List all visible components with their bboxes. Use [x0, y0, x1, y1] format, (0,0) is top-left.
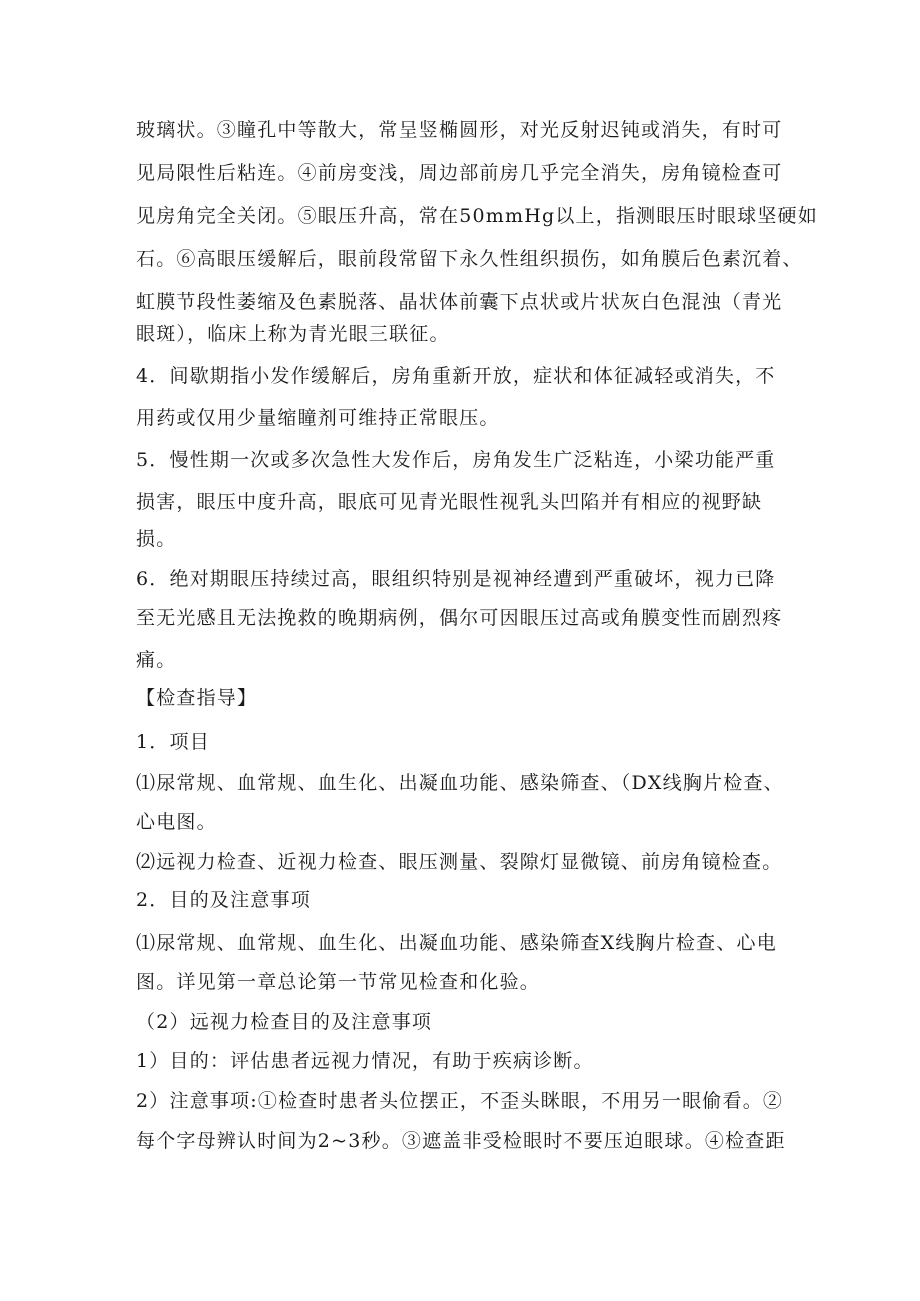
list-item-5: 5．慢性期一次或多次急性大发作后，房角发生广泛粘连，小梁功能严重 — [136, 449, 776, 471]
subsection-heading: 2．目的及注意事项 — [136, 889, 311, 911]
text-line: 损害，眼压中度升高，眼底可见青光眼性视乳头凹陷并有相应的视野缺 — [136, 491, 763, 513]
text-line: 石。⑥高眼压缓解后，眼前段常留下永久性组织损伤，如角膜后色素沉着、 — [136, 248, 803, 270]
text-line: 每个字母辨认时间为2~3秒。③遮盖非受检眼时不要压迫眼球。④检查距 — [136, 1130, 786, 1152]
text-line: ⑵远视力检查、近视力检查、眼压测量、裂隙灯显微镜、前房角镜检查。 — [136, 851, 783, 873]
text-line: 玻璃状。③瞳孔中等散大，常呈竖椭圆形，对光反射迟钝或消失，有时可 — [136, 119, 783, 141]
text-line: 眼斑），临床上称为青光眼三联征。 — [136, 323, 450, 345]
text-line: ⑴尿常规、血常规、血生化、出凝血功能、感染筛查、（DX线胸片检查、 — [136, 772, 784, 794]
text-line: 虹膜节段性萎缩及色素脱落、晶状体前囊下点状或片状灰白色混浊（青光 — [136, 291, 783, 313]
text-line: ⑴尿常规、血常规、血生化、出凝血功能、感染筛查X线胸片检查、心电 — [136, 932, 777, 954]
list-item-6: 6．绝对期眼压持续过高，眼组织特别是视神经遭到严重破坏，视力已降 — [136, 568, 776, 590]
text-line: 见局限性后粘连。④前房变浅，周边部前房几乎完全消失，房角镜检查可 — [136, 162, 783, 184]
text-line: 损。 — [136, 528, 177, 550]
text-line: 痛。 — [136, 649, 177, 671]
text-line: 见房角完全关闭。⑤眼压升高，常在50mmHg以上，指测眼压时眼球坚硬如 — [136, 205, 818, 227]
text-line: （2）远视力检查目的及注意事项 — [136, 1011, 433, 1033]
text-line: 心电图。 — [136, 811, 217, 833]
text-line: 2）注意事项:①检查时患者头位摆正，不歪头眯眼，不用另一眼偷看。② — [136, 1090, 784, 1112]
text-line: 用药或仅用少量缩瞳剂可维持正常眼压。 — [136, 407, 500, 429]
text-line: 1）目的：评估患者远视力情况，有助于疾病诊断。 — [136, 1050, 594, 1072]
list-item-4: 4．间歇期指小发作缓解后，房角重新开放，症状和体征减轻或消失，不 — [136, 365, 776, 387]
subsection-heading: 1．项目 — [136, 731, 210, 753]
text-line: 至无光感且无法挽救的晚期病例，偶尔可因眼压过高或角膜变性而剧烈疼 — [136, 607, 783, 629]
section-heading: 【检查指导】 — [136, 687, 258, 709]
text-line: 图。详见第一章总论第一节常见检查和化验。 — [136, 971, 541, 993]
